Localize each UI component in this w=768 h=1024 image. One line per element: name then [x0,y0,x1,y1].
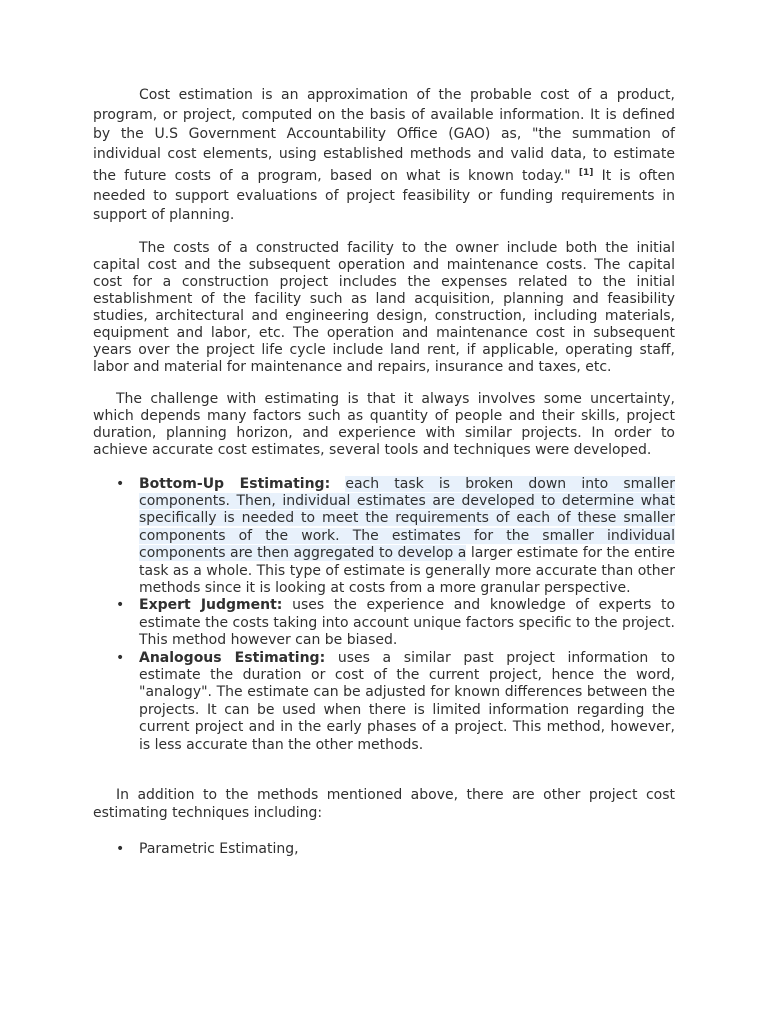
highlighted-text: each task is broken down into smaller components. Then, individual estimates are developed to determine what specifically is needed to meet the requirements of each of these smaller components of the work. The estimates for the smaller individual components are then aggregated to develop a [139,475,675,562]
paragraph-facility-costs: The costs of a constructed facility to the owner include both the initial capital cost and the subsequent operation and maintenance costs. The capital cost for a construction project includes the expenses related to the initial establishment of the facility such as land acquisition, planning and feasibility studies, architectural and engineering design, construction, including materials, equipment and labor, etc. The operation and maintenance cost in subsequent years over the project life cycle include land rent, if applicable, operating staff, labor and material for maintenance and repairs, insurance and taxes, etc. [93,239,675,375]
term-label: Bottom-Up Estimating: [139,475,331,492]
term-label: Analogous Estimating: [139,649,326,666]
paragraph-other-techniques: In addition to the methods mentioned above, there are other project cost estimating techniques including: [93,787,675,821]
item-text: larger estimate for the entire task as a whole. This type of estimate is generally more accurate than other methods since it is looking at costs from a more granular perspective. [139,545,675,596]
paragraph-text: Cost estimation is an approximation of the probable cost of a product, program, or project, computed on the basis of available information. It is defined by the U.S Government Accountability Office (GAO) as, "the summation of individual cost elements, using established methods and valid data, to estimate the future costs of a program, based on what is known today." [93,87,675,184]
item-text: uses a similar past project information to estimate the duration or cost of the current project, hence the word, "analogy". The estimate can be adjusted for known differences between the projects. It can be used when there is limited information regarding the current project and in the early phases of a project. This method, however, is less accurate than the other methods. [139,649,676,753]
paragraph-cost-estimation-definition [93,86,675,226]
document-page [93,86,675,858]
list-item-expert-judgment [139,597,675,649]
reference-marker[interactable]: [1] [578,168,594,178]
paragraph-text-tail: It is often needed to support evaluations of project feasibility or funding requirements in support of planning. [93,168,675,223]
other-techniques-list [93,840,675,858]
paragraph-estimating-challenge: The challenge with estimating is that it always involves some uncertainty, which depends many factors such as quantity of people and their skills, project duration, planning horizon, and experience with similar projects. In order to achieve accurate cost estimates, several tools and techniques were developed. [93,390,675,458]
list-item-analogous [139,650,675,754]
list-item-bottom-up [139,476,675,598]
item-text: uses the experience and knowledge of experts to estimate the costs taking into account unique factors specific to the project. This method however can be biased. [139,597,676,649]
list-item: • Parametric Estimating, [139,840,675,858]
term-label: Expert Judgment: [139,597,283,614]
estimating-methods-list [93,476,675,755]
